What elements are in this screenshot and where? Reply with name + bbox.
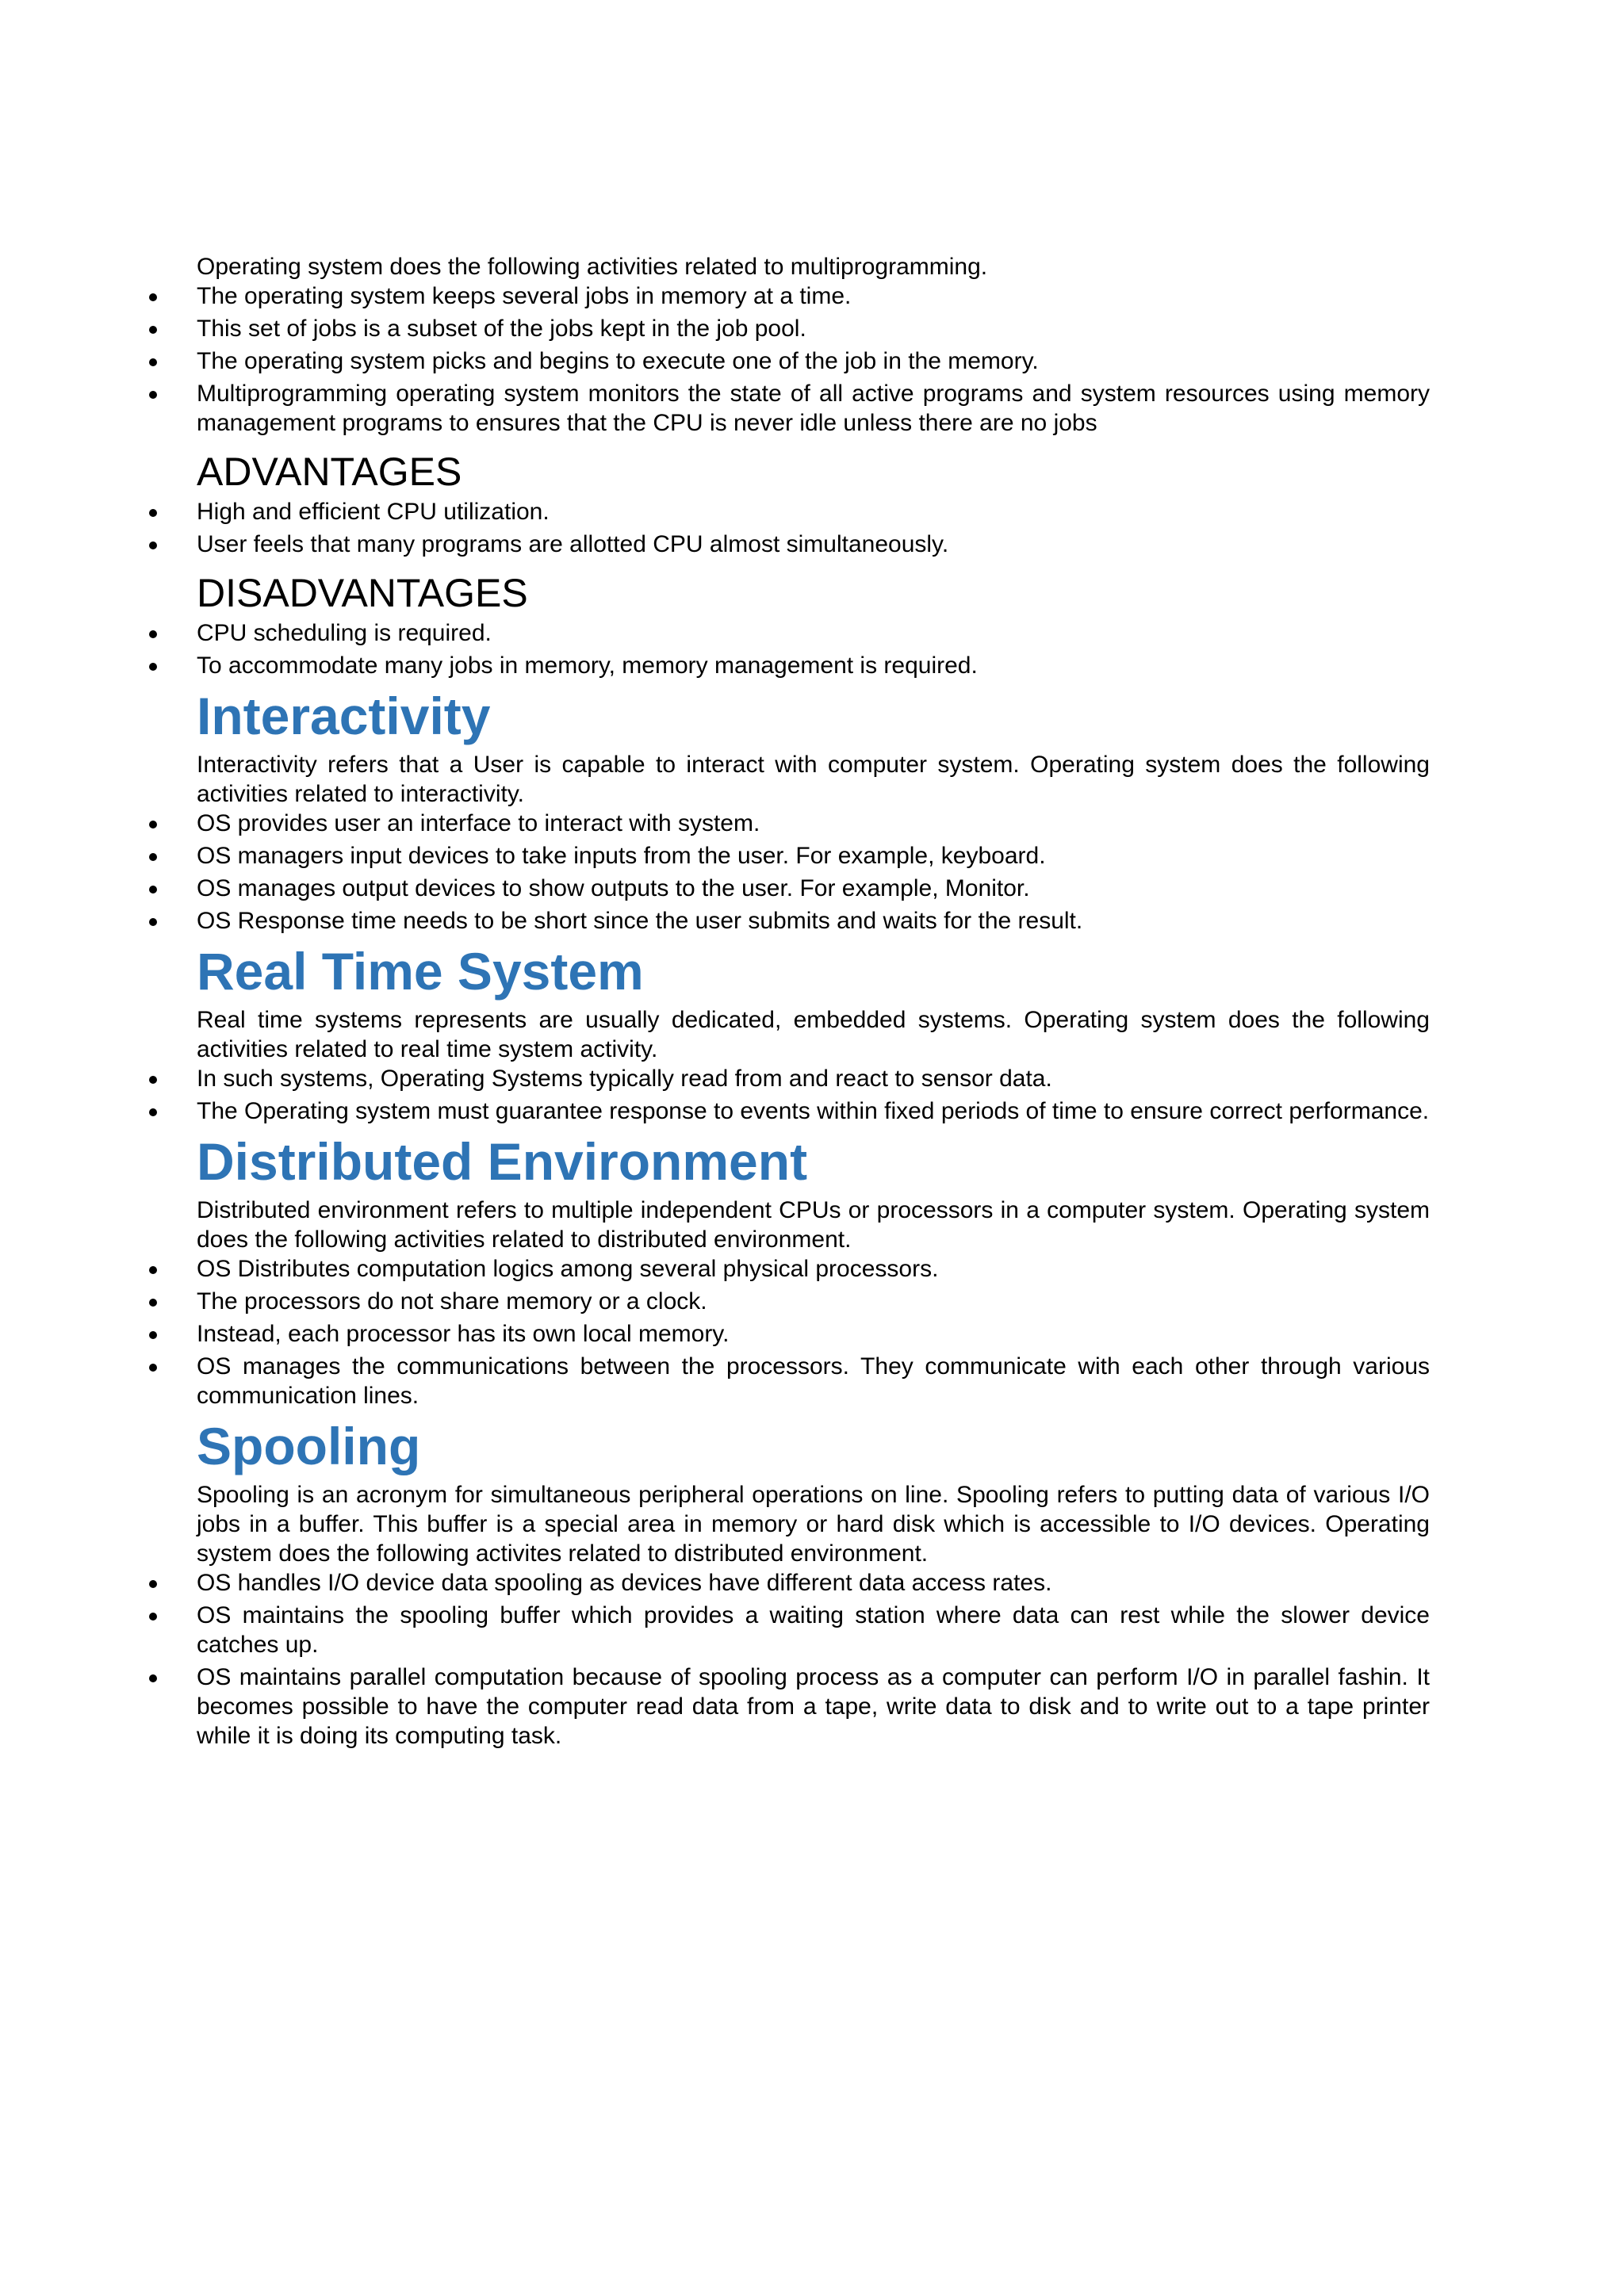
list-item [197,346,1430,376]
disadvantages-bullet-list [197,618,1430,680]
bullet-icon [149,326,157,334]
spooling-heading: Spooling [197,1417,421,1475]
list-item-text: In such systems, Operating Systems typically read from and react to sensor data. [197,1066,1052,1092]
list-item [197,281,1430,311]
interactivity-heading: Interactivity [197,687,491,745]
list-item-text: OS managers input devices to take inputs from the user. For example, keyboard. [197,843,1046,869]
real-time-paragraph: Real time systems represents are usually dedicated, embedded systems. Operating system does the following activities related to real time system activity. [197,1007,1430,1062]
list-item [197,618,1430,648]
interactivity-bullet-list [197,809,1430,936]
list-item [197,1064,1430,1093]
bullet-icon [149,1108,157,1116]
bullet-icon [149,886,157,894]
bullet-icon [149,1613,157,1621]
bullet-icon [149,391,157,399]
list-item-text: OS provides user an interface to interact with system. [197,810,760,836]
bullet-icon [149,853,157,861]
list-item-text: Multiprogramming operating system monitors the state of all active programs and system resources using memory management programs to ensures that the CPU is never idle unless there are no jobs [197,381,1430,436]
list-item-text: OS manages output devices to show outputs to the user. For example, Monitor. [197,875,1030,901]
document-page [197,252,1430,1754]
real-time-bullet-list [197,1064,1430,1126]
bullet-icon [149,358,157,366]
list-item [197,379,1430,438]
distributed-bullet-list [197,1254,1430,1410]
bullet-icon [149,1266,157,1274]
list-item-text: To accommodate many jobs in memory, memory management is required. [197,652,978,679]
list-item [197,874,1430,903]
list-item [197,1663,1430,1751]
list-item [197,906,1430,936]
disadvantages-heading: DISADVANTAGES [197,571,528,615]
list-item-text: OS maintains the spooling buffer which provides a waiting station where data can rest while the slower device catches up. [197,1602,1430,1658]
list-item [197,841,1430,871]
bullet-icon [149,821,157,828]
list-item-text: This set of jobs is a subset of the jobs kept in the job pool. [197,316,806,342]
bullet-icon [149,1674,157,1682]
list-item [197,497,1430,526]
list-item-text: Instead, each processor has its own local memory. [197,1321,730,1347]
list-item [197,530,1430,559]
list-item [197,1568,1430,1598]
spooling-paragraph: Spooling is an acronym for simultaneous peripheral operations on line. Spooling refers to putting data of various I/O jobs in a buffer. This buffer is a special area in memory or hard disk which is accessible to I/O devices. Operating system does the following activites related to distributed environment. [197,1482,1430,1567]
distributed-heading: Distributed Environment [197,1132,808,1191]
bullet-icon [149,293,157,301]
list-item-text: The Operating system must guarantee response to events within fixed periods of time to ensure correct performance. [197,1098,1430,1124]
list-item-text: OS Distributes computation logics among several physical processors. [197,1256,939,1282]
list-item-text: OS manages the communications between the processors. They communicate with each other through various communication lines. [197,1353,1430,1409]
bullet-icon [149,663,157,671]
bullet-icon [149,509,157,517]
bullet-icon [149,918,157,926]
bullet-icon [149,541,157,549]
list-item [197,1319,1430,1349]
list-item [197,314,1430,343]
list-item-text: The operating system keeps several jobs in memory at a time. [197,283,852,309]
list-item [197,1601,1430,1659]
list-item-text: CPU scheduling is required. [197,620,492,646]
list-item-text: OS Response time needs to be short since the user submits and waits for the result. [197,908,1083,934]
list-item [197,651,1430,680]
list-item-text: The processors do not share memory or a clock. [197,1288,707,1314]
interactivity-paragraph: Interactivity refers that a User is capable to interact with computer system. Operating system does the following activities related to interactivity. [197,752,1430,807]
list-item [197,1287,1430,1316]
intro-bullet-list [197,281,1430,438]
advantages-heading: ADVANTAGES [197,450,462,494]
bullet-icon [149,1299,157,1307]
list-item [197,1254,1430,1284]
list-item-text: The operating system picks and begins to execute one of the job in the memory. [197,348,1039,374]
bullet-icon [149,1076,157,1084]
list-item-text: OS handles I/O device data spooling as devices have different data access rates. [197,1570,1052,1596]
list-item [197,809,1430,838]
list-item-text: User feels that many programs are allotted CPU almost simultaneously. [197,531,949,557]
bullet-icon [149,1331,157,1339]
bullet-icon [149,1364,157,1372]
list-item [197,1096,1430,1126]
bullet-icon [149,630,157,638]
list-item [197,1352,1430,1410]
list-item-text: High and efficient CPU utilization. [197,499,550,525]
spooling-bullet-list [197,1568,1430,1751]
distributed-paragraph: Distributed environment refers to multiple independent CPUs or processors in a computer system. Operating system does the following activities related to distributed environment. [197,1197,1430,1253]
advantages-bullet-list [197,497,1430,559]
intro-paragraph: Operating system does the following activities related to multiprogramming. [197,254,988,280]
bullet-icon [149,1580,157,1588]
real-time-heading: Real Time System [197,942,644,1001]
list-item-text: OS maintains parallel computation because of spooling process as a computer can perform I/O in parallel fashin. It becomes possible to have the computer read data from a tape, write data to disk and to write out to a tape printer while it is doing its computing task. [197,1664,1430,1749]
